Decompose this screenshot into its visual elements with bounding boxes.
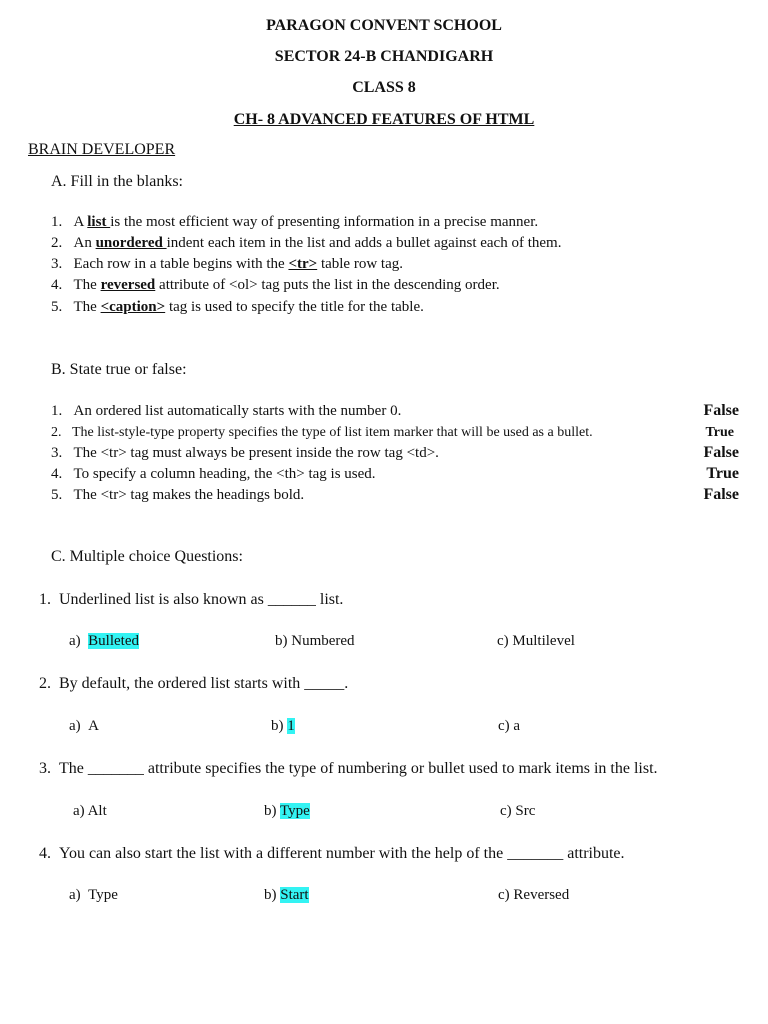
item-suffix: table row tag. xyxy=(317,256,403,272)
option-text-correct: 1 xyxy=(287,718,295,734)
question-number: 4. xyxy=(39,845,51,862)
mcq-option xyxy=(497,633,575,650)
mcq-option xyxy=(69,718,99,735)
mcq-option xyxy=(69,887,118,904)
question-text: Underlined list is also known as ______ list. xyxy=(59,591,344,608)
item-prefix: A xyxy=(73,214,88,230)
statement-text: The <tr> tag makes the headings bold. xyxy=(73,487,305,503)
item-number: 5. xyxy=(51,487,63,503)
true-false-heading: B. State true or false: xyxy=(51,361,187,378)
list-item xyxy=(51,277,500,294)
tf-answer: True xyxy=(705,425,734,440)
mcq-question xyxy=(39,845,625,863)
mcq-option xyxy=(73,803,107,820)
mcq-heading: C. Multiple choice Questions: xyxy=(51,548,243,565)
mcq-option xyxy=(69,633,139,650)
list-item xyxy=(51,425,593,441)
statement-text: The list-style-type property specifies the type of list item marker that will be used as a bullet. xyxy=(72,425,593,440)
tf-answer: False xyxy=(703,444,739,461)
item-number: 3. xyxy=(51,256,63,272)
list-item xyxy=(51,235,561,252)
question-number: 3. xyxy=(39,760,51,777)
option-label: b) xyxy=(275,633,292,649)
item-number: 2. xyxy=(51,235,63,251)
mcq-question xyxy=(39,591,343,609)
item-prefix: The xyxy=(73,277,101,293)
question-text: By default, the ordered list starts with _____. xyxy=(59,675,349,692)
mcq-option xyxy=(264,887,309,904)
item-number: 4. xyxy=(51,466,63,482)
option-label: c) xyxy=(497,633,513,649)
option-label: b) xyxy=(264,803,280,819)
statement-text: The <tr> tag must always be present inside the row tag <td>. xyxy=(73,445,439,461)
option-label: b) xyxy=(264,887,281,903)
item-number: 5. xyxy=(51,299,63,315)
option-label: c) xyxy=(498,718,514,734)
statement-text: To specify a column heading, the <th> tag is used. xyxy=(73,466,376,482)
tf-answer: False xyxy=(703,486,739,503)
option-text: Numbered xyxy=(291,633,355,649)
question-number: 1. xyxy=(39,591,51,608)
option-text: Alt xyxy=(87,803,107,819)
option-text: A xyxy=(88,718,99,734)
option-text-correct: Start xyxy=(280,887,309,903)
blank-answer: reversed xyxy=(100,277,156,293)
option-text-correct: Type xyxy=(279,803,310,819)
question-text: The _______ attribute specifies the type of numbering or bullet used to mark items in the list. xyxy=(59,760,658,777)
chapter-title: CH- 8 ADVANCED FEATURES OF HTML xyxy=(233,111,535,128)
item-number: 4. xyxy=(51,277,63,293)
list-item xyxy=(51,299,424,316)
mcq-question xyxy=(39,675,348,693)
class-label: CLASS 8 xyxy=(352,79,416,96)
option-label: c) xyxy=(498,887,514,903)
item-suffix: tag is used to specify the title for the table. xyxy=(165,299,424,315)
option-text: Type xyxy=(88,887,118,903)
option-label: a) xyxy=(69,887,85,903)
blank-answer: list xyxy=(87,214,111,230)
item-prefix: An xyxy=(73,235,96,251)
mcq-question xyxy=(39,760,658,778)
option-label: a) xyxy=(69,633,85,649)
option-text: Src xyxy=(515,803,536,819)
tf-answer: False xyxy=(703,402,739,419)
mcq-option xyxy=(498,718,520,735)
mcq-option xyxy=(271,718,295,735)
blank-answer: <tr> xyxy=(288,256,318,272)
list-item xyxy=(51,214,538,231)
tf-answer: True xyxy=(706,465,739,482)
item-number: 2. xyxy=(51,425,62,440)
item-prefix: The xyxy=(73,299,101,315)
mcq-option xyxy=(498,887,569,904)
item-number: 1. xyxy=(51,403,63,419)
list-item xyxy=(51,466,376,483)
list-item xyxy=(51,256,403,273)
section-title: BRAIN DEVELOPER xyxy=(28,141,176,158)
question-number: 2. xyxy=(39,675,51,692)
statement-text: An ordered list automatically starts with the number 0. xyxy=(73,403,402,419)
option-label: c) xyxy=(500,803,516,819)
fill-blanks-heading: A. Fill in the blanks: xyxy=(51,173,183,190)
item-number: 1. xyxy=(51,214,63,230)
option-text: Reversed xyxy=(513,887,570,903)
list-item xyxy=(51,403,401,420)
mcq-option xyxy=(264,803,310,820)
mcq-option xyxy=(500,803,535,820)
option-label: a) xyxy=(69,718,85,734)
option-label: b) xyxy=(271,718,288,734)
blank-answer: <caption> xyxy=(100,299,166,315)
school-name: PARAGON CONVENT SCHOOL xyxy=(266,17,502,34)
question-text: You can also start the list with a different number with the help of the _______ attribute. xyxy=(59,845,625,862)
item-suffix: indent each item in the list and adds a bullet against each of them. xyxy=(166,235,562,251)
blank-answer: unordered xyxy=(95,235,167,251)
option-text: Multilevel xyxy=(512,633,575,649)
option-text: a xyxy=(513,718,521,734)
option-text-correct: Bulleted xyxy=(88,633,139,649)
item-suffix: attribute of <ol> tag puts the list in the descending order. xyxy=(155,277,500,293)
list-item xyxy=(51,445,439,462)
school-address: SECTOR 24-B CHANDIGARH xyxy=(274,48,494,65)
item-prefix: Each row in a table begins with the xyxy=(73,256,289,272)
list-item xyxy=(51,487,304,504)
item-suffix: is the most efficient way of presenting information in a precise manner. xyxy=(110,214,539,230)
item-number: 3. xyxy=(51,445,63,461)
mcq-option xyxy=(275,633,355,650)
option-label: a) xyxy=(73,803,88,819)
